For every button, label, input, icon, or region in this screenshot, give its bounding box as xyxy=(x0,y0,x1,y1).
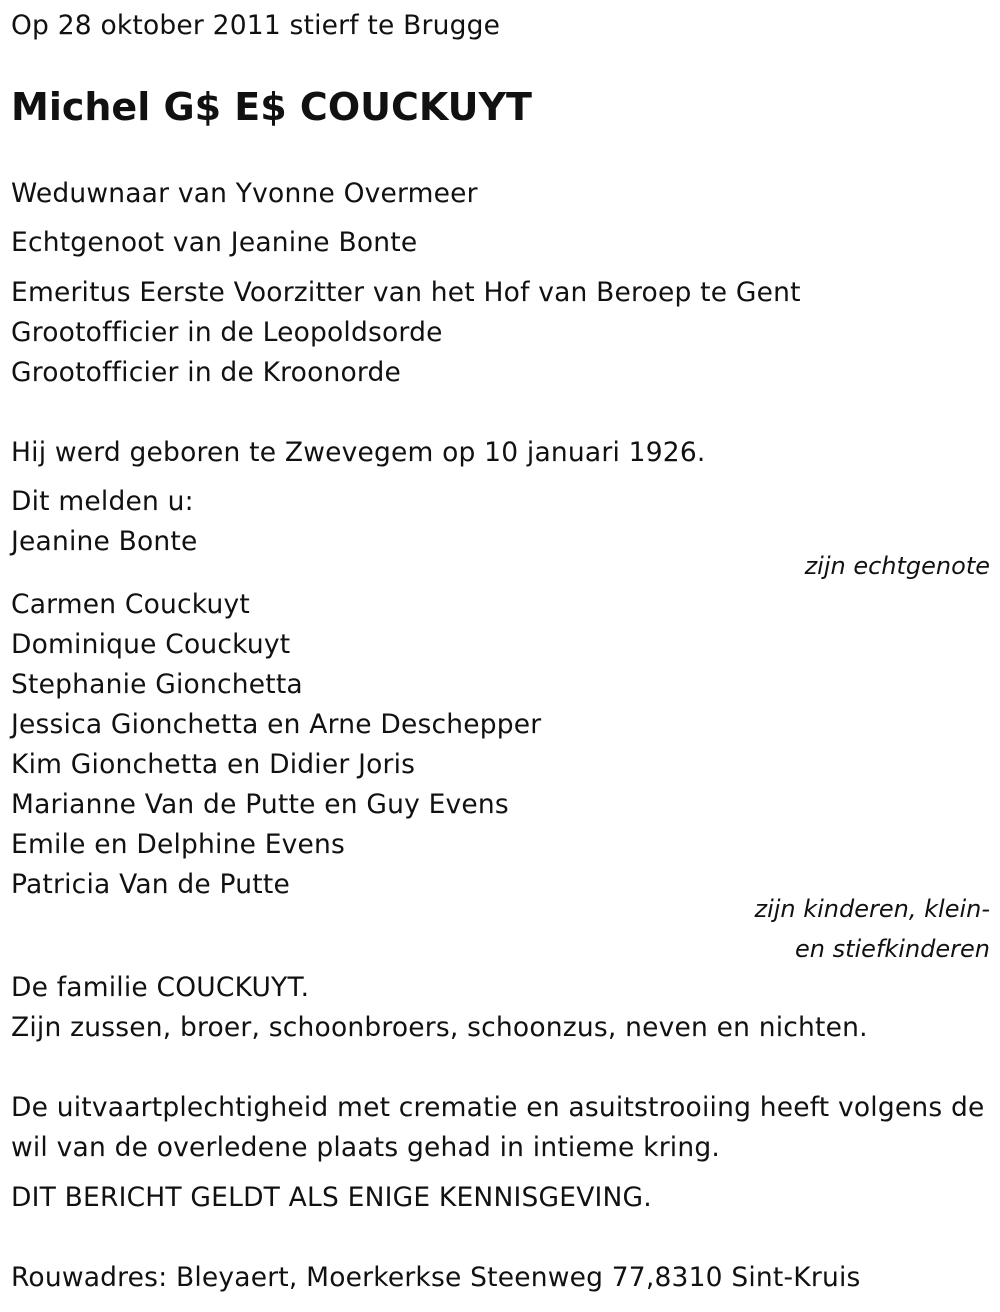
child-name: Emile en Delphine Evens xyxy=(11,829,346,860)
child-name: Stephanie Gionchetta xyxy=(11,669,303,700)
notice-line: DIT BERICHT GELDT ALS ENIGE KENNISGEVING. xyxy=(11,1182,652,1213)
child-name: Kim Gionchetta en Didier Joris xyxy=(11,749,416,780)
family-line: De familie COUCKUYT. xyxy=(11,972,310,1003)
child-name: Patricia Van de Putte xyxy=(11,869,290,900)
spouse-role: zijn echtgenote xyxy=(804,552,990,580)
birth-line: Hij werd geboren te Zwevegem op 10 januari 1926. xyxy=(11,437,706,468)
title-line: Grootofficier in de Kroonorde xyxy=(11,357,402,388)
title-line: Grootofficier in de Leopoldsorde xyxy=(11,317,443,348)
relatives-line: Zijn zussen, broer, schoonbroers, schoonzus, neven en nichten. xyxy=(11,1012,868,1043)
deceased-name: Michel G$ E$ COUCKUYT xyxy=(11,85,532,129)
child-name: Dominique Couckuyt xyxy=(11,629,291,660)
spouse-line: Echtgenoot van Jeanine Bonte xyxy=(11,227,418,258)
child-name: Marianne Van de Putte en Guy Evens xyxy=(11,789,509,820)
title-line: Emeritus Eerste Voorzitter van het Hof van Beroep te Gent xyxy=(11,277,801,308)
death-notice-line: Op 28 oktober 2011 stierf te Brugge xyxy=(11,10,501,41)
spouse-name: Jeanine Bonte xyxy=(11,526,198,557)
children-role-line: zijn kinderen, klein- xyxy=(754,895,990,923)
announcers-intro: Dit melden u: xyxy=(11,486,194,517)
children-role-line: en stiefkinderen xyxy=(794,935,990,963)
funeral-line: De uitvaartplechtigheid met crematie en asuitstrooiing heeft volgens de xyxy=(11,1092,985,1123)
widower-line: Weduwnaar van Yvonne Overmeer xyxy=(11,178,478,209)
child-name: Jessica Gionchetta en Arne Deschepper xyxy=(11,709,542,740)
address-line: Rouwadres: Bleyaert, Moerkerkse Steenweg 77,8310 Sint-Kruis xyxy=(11,1262,861,1293)
funeral-line: wil van de overledene plaats gehad in intieme kring. xyxy=(11,1132,720,1163)
child-name: Carmen Couckuyt xyxy=(11,589,250,620)
